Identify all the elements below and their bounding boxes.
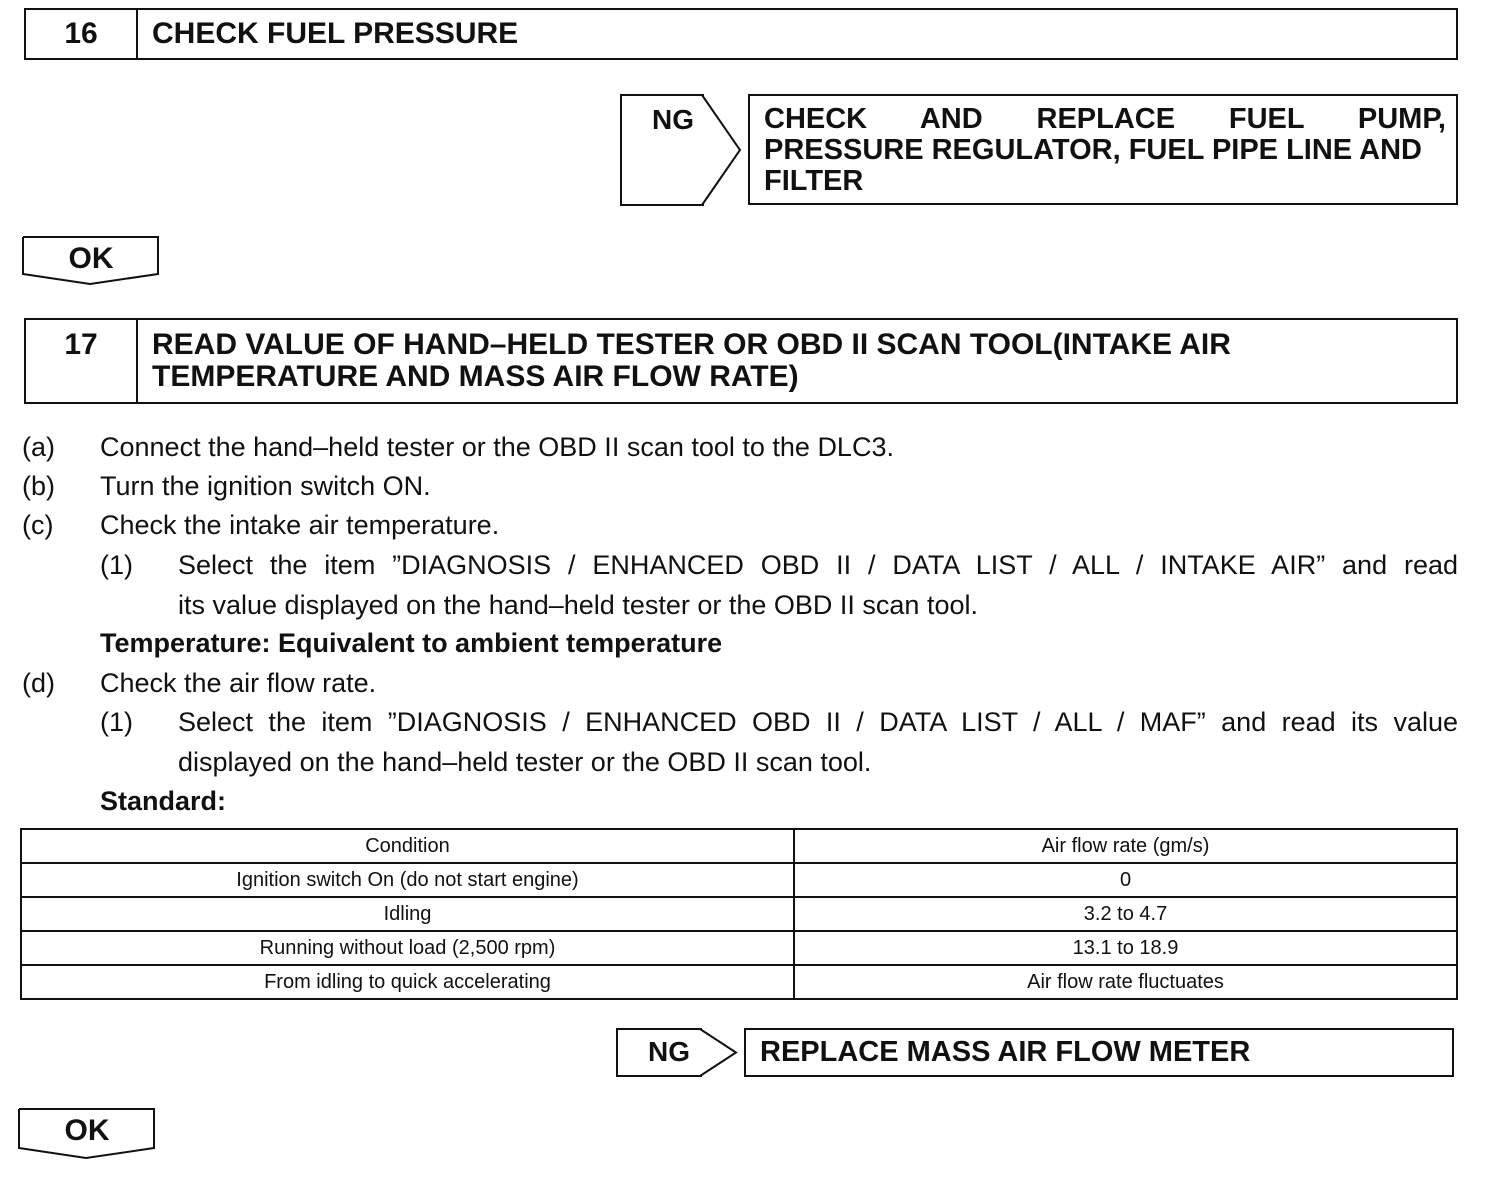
table-cell-air-flow-rate: 0 — [794, 863, 1457, 897]
step-16-title: CHECK FUEL PRESSURE — [152, 17, 519, 50]
table-header-condition: Condition — [21, 829, 794, 863]
step-17-number: 17 — [26, 320, 138, 402]
standard-label: Standard: — [100, 786, 227, 816]
step-16-ok-tab — [22, 236, 160, 286]
instruction-d-text: Check the air flow rate. — [100, 668, 377, 698]
table-cell-air-flow-rate: 13.1 to 18.9 — [794, 931, 1457, 965]
instruction-d-1-line-1: Select the item ”DIAGNOSIS / ENHANCED OBD II / DATA LIST / ALL / MAF” and read its value — [178, 707, 1458, 737]
step-16-ng-arrow — [620, 94, 742, 206]
instruction-b-text: Turn the ignition switch ON. — [100, 471, 431, 501]
instruction-a-label: (a) — [22, 432, 55, 462]
step-17-ok-label: OK — [64, 1114, 110, 1147]
instruction-c-1-line-1: Select the item ”DIAGNOSIS / ENHANCED OBD II / DATA LIST / ALL / INTAKE AIR” and read — [178, 550, 1458, 580]
step-17-title — [138, 320, 1456, 402]
step-17-ng-label: NG — [648, 1036, 690, 1067]
table-cell-air-flow-rate: 3.2 to 4.7 — [794, 897, 1457, 931]
instruction-c-1 — [100, 549, 1460, 629]
table-row — [21, 965, 1457, 999]
table-header-air-flow-rate: Air flow rate (gm/s) — [794, 829, 1457, 863]
step-17-ng-arrow — [616, 1028, 740, 1078]
table-cell-condition: From idling to quick accelerating — [21, 965, 794, 999]
instruction-c-label: (c) — [22, 510, 54, 540]
table-cell-condition: Idling — [21, 897, 794, 931]
table-header-row — [21, 829, 1457, 863]
instruction-d-1-line-2: displayed on the hand–held tester or the OBD II scan tool. — [178, 747, 872, 777]
step-16-ng-action-box — [748, 94, 1458, 205]
step-17-ng-action-box: REPLACE MASS AIR FLOW METER — [744, 1028, 1454, 1077]
step-17-ok-tab — [18, 1108, 156, 1160]
step-16-ng-label: NG — [652, 104, 694, 135]
step-17-header — [24, 318, 1458, 404]
instruction-c-1-label: (1) — [100, 550, 133, 580]
table-row — [21, 931, 1457, 965]
step-16-ng-action-line-2: PRESSURE REGULATOR, FUEL PIPE LINE AND — [764, 134, 1422, 166]
step-16-ng-action-line-3: FILTER — [764, 165, 864, 197]
step-16-ok-label: OK — [68, 242, 114, 275]
instruction-c-1-line-2: its value displayed on the hand–held tester or the OBD II scan tool. — [178, 590, 978, 620]
temperature-spec: Temperature: Equivalent to ambient temperature — [100, 628, 723, 658]
table-cell-air-flow-rate: Air flow rate fluctuates — [794, 965, 1457, 999]
instruction-c-text: Check the intake air temperature. — [100, 510, 500, 540]
table-row — [21, 863, 1457, 897]
step-17-title-line-1: READ VALUE OF HAND–HELD TESTER OR OBD II SCAN TOOL(INTAKE AIR — [152, 328, 1231, 361]
step-17-title-line-2: TEMPERATURE AND MASS AIR FLOW RATE) — [152, 360, 799, 393]
instruction-a-text: Connect the hand–held tester or the OBD II scan tool to the DLC3. — [100, 432, 894, 462]
instruction-d-1-label: (1) — [100, 707, 133, 737]
standard-table — [20, 828, 1458, 1000]
step-16-ng-action-line-1: CHECK AND REPLACE FUEL PUMP, — [764, 103, 1446, 135]
instruction-d-1 — [100, 706, 1460, 786]
step-16-number: 16 — [26, 10, 138, 58]
step-16-header — [24, 8, 1458, 60]
table-row — [21, 897, 1457, 931]
instruction-b-label: (b) — [22, 471, 55, 501]
table-cell-condition: Running without load (2,500 rpm) — [21, 931, 794, 965]
instruction-d-label: (d) — [22, 668, 55, 698]
table-cell-condition: Ignition switch On (do not start engine) — [21, 863, 794, 897]
